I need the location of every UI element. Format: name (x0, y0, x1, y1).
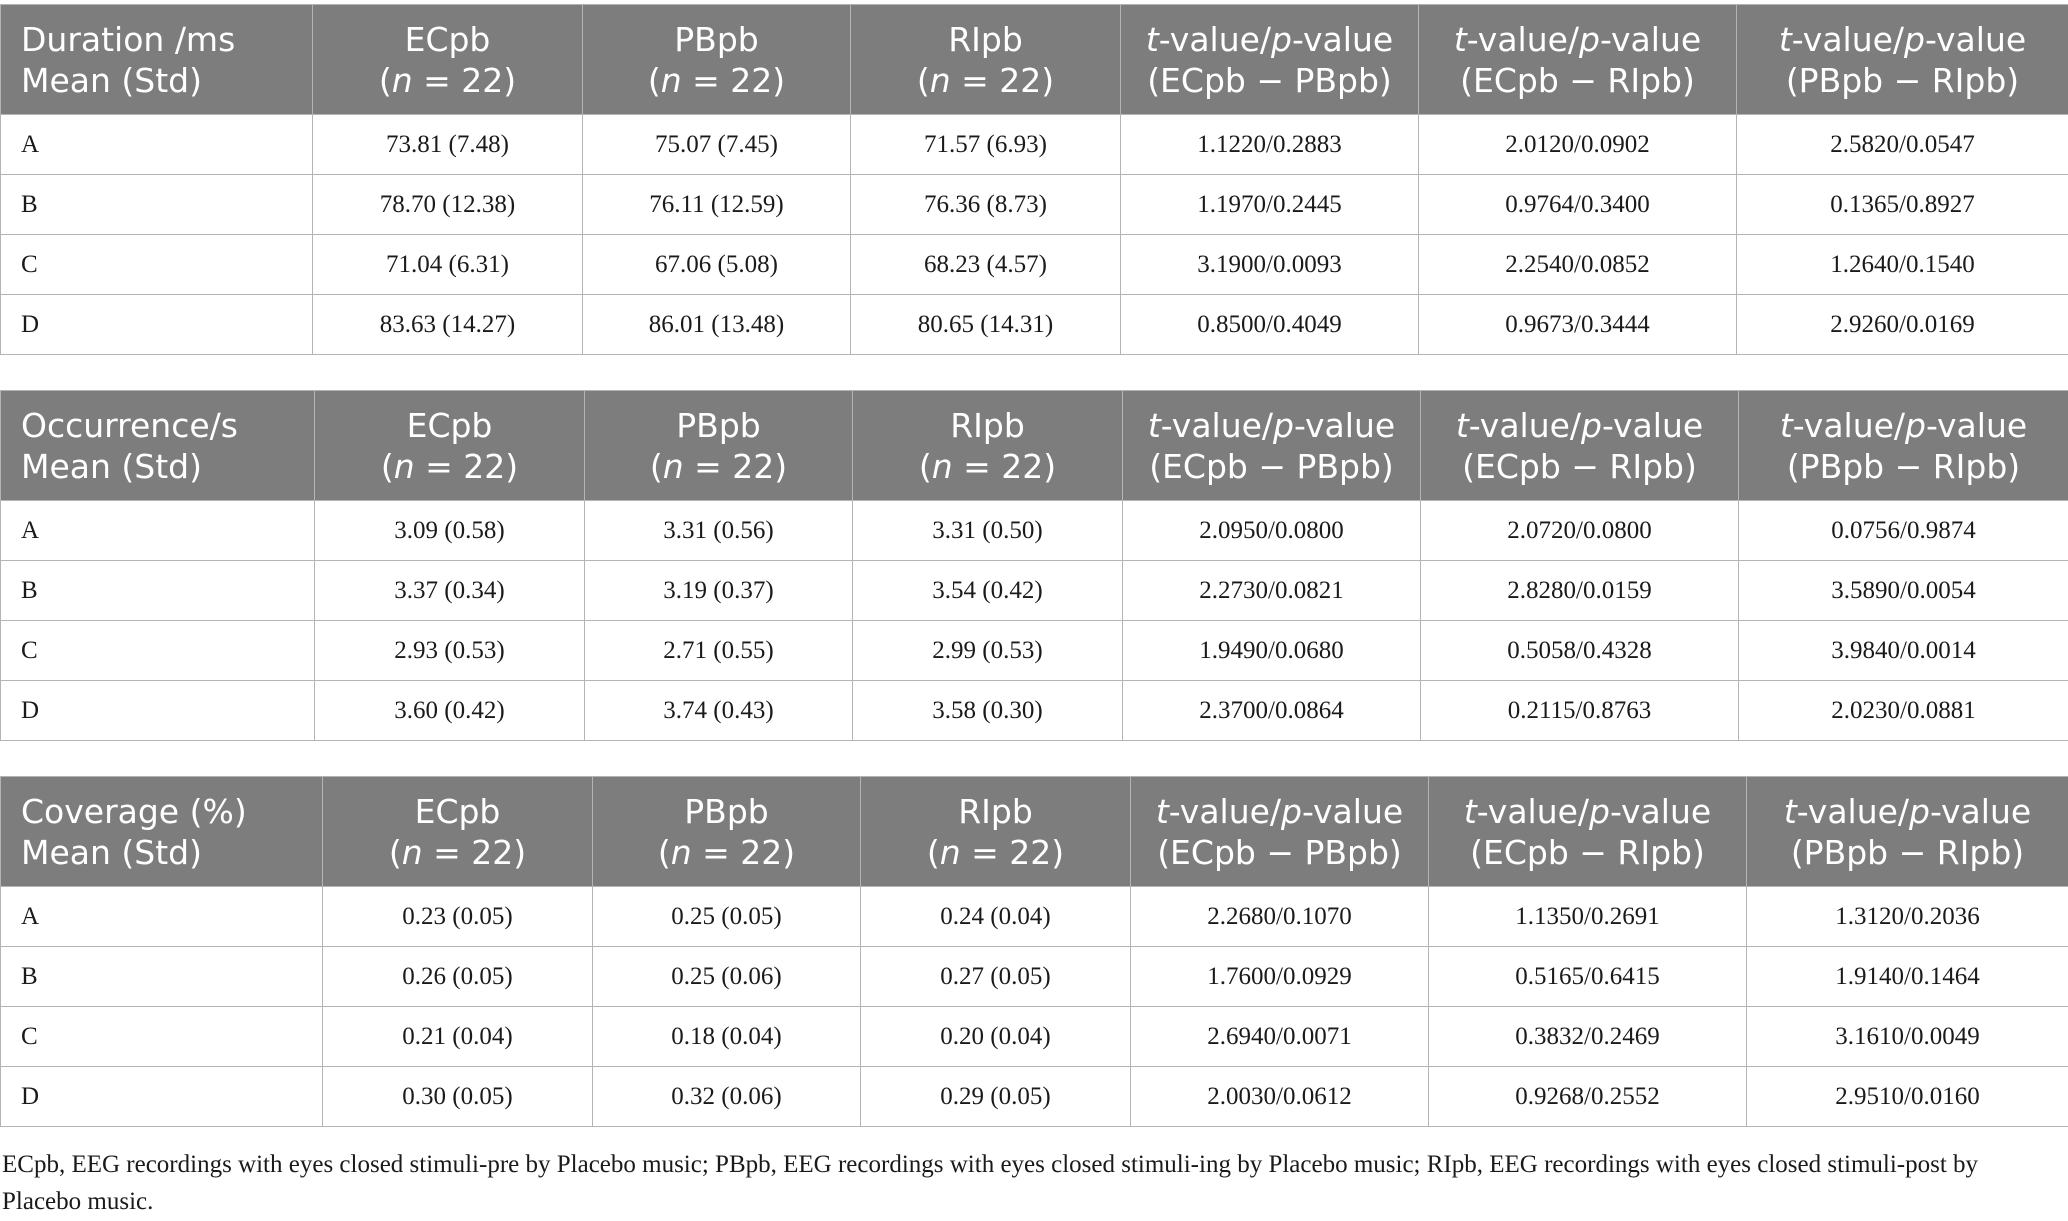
t-variable: t (1783, 791, 1797, 831)
table-cell: 1.9140/0.1464 (1747, 947, 2068, 1007)
row-label: A (1, 115, 313, 175)
table-cell: 2.9510/0.0160 (1747, 1067, 2068, 1127)
p-variable: p (1904, 19, 1925, 59)
p-variable: p (1273, 405, 1294, 445)
column-header-ecpb (315, 391, 585, 501)
row-label: D (1, 681, 315, 741)
n-variable: n (931, 446, 953, 486)
p-end: -value (1602, 405, 1704, 445)
sample-size (315, 446, 584, 487)
n-variable: n (391, 60, 413, 100)
table-cell: 0.9268/0.2552 (1429, 1067, 1747, 1127)
table-cell: 1.1970/0.2445 (1121, 175, 1419, 235)
table-cell: 0.25 (0.05) (593, 887, 861, 947)
table-cell: 1.9490/0.0680 (1123, 621, 1421, 681)
table-cell: 3.37 (0.34) (315, 561, 585, 621)
metric-title: Occurrence/s (21, 405, 238, 445)
sample-size (853, 446, 1122, 487)
metric-header (1, 391, 315, 501)
p-variable: p (1579, 19, 1600, 59)
table-cell: 2.2540/0.0852 (1419, 235, 1737, 295)
column-header-cmp2 (1419, 5, 1737, 115)
t-variable: t (1463, 791, 1477, 831)
t-mid: -value/ (1796, 791, 1910, 831)
table-cell: 78.70 (12.38) (313, 175, 583, 235)
n-variable: n (929, 60, 951, 100)
sample-size (593, 832, 860, 873)
metric-header (1, 5, 313, 115)
table-cell: 0.9764/0.3400 (1419, 175, 1737, 235)
mean-std-label: Mean (Std) (21, 832, 202, 872)
table-cell: 76.11 (12.59) (583, 175, 851, 235)
n-prefix: ( (926, 832, 940, 872)
table-cell: 2.8280/0.0159 (1421, 561, 1739, 621)
column-header-ripb (853, 391, 1123, 501)
group-label: ECpb (406, 405, 493, 445)
n-prefix: ( (657, 832, 671, 872)
column-header-pbpb (593, 777, 861, 887)
n-variable: n (939, 832, 961, 872)
stats-table (0, 390, 2068, 741)
n-prefix: ( (649, 446, 663, 486)
n-prefix: ( (380, 446, 394, 486)
t-mid: -value/ (1792, 405, 1906, 445)
n-variable: n (401, 832, 423, 872)
table-cell: 2.0230/0.0881 (1739, 681, 2068, 741)
row-label: B (1, 175, 313, 235)
n-suffix: = 22) (950, 60, 1055, 100)
t-variable: t (1147, 405, 1161, 445)
p-variable: p (1581, 405, 1602, 445)
row-label: C (1, 621, 315, 681)
table-cell: 73.81 (7.48) (313, 115, 583, 175)
p-end: -value (1294, 405, 1396, 445)
table-cell: 76.36 (8.73) (851, 175, 1121, 235)
table-cell: 75.07 (7.45) (583, 115, 851, 175)
table-row (1, 887, 2068, 947)
table-cell: 0.9673/0.3444 (1419, 295, 1737, 355)
group-label: RIpb (958, 791, 1033, 831)
n-suffix: = 22) (681, 60, 786, 100)
table-cell: 3.74 (0.43) (585, 681, 853, 741)
row-label: A (1, 501, 315, 561)
column-header-cmp1 (1123, 391, 1421, 501)
row-label: B (1, 947, 323, 1007)
comparison-label: (ECpb − PBpb) (1157, 832, 1402, 872)
t-mid: -value/ (1468, 405, 1582, 445)
column-header-ripb (851, 5, 1121, 115)
n-suffix: = 22) (414, 446, 519, 486)
table-cell: 0.2115/0.8763 (1421, 681, 1739, 741)
table-cell: 0.23 (0.05) (323, 887, 593, 947)
table-cell: 3.60 (0.42) (315, 681, 585, 741)
table-cell: 3.31 (0.50) (853, 501, 1123, 561)
column-header-cmp2 (1429, 777, 1747, 887)
sample-size (313, 60, 582, 101)
table-cell: 0.26 (0.05) (323, 947, 593, 1007)
metric-header (1, 777, 323, 887)
table-cell: 2.2680/0.1070 (1131, 887, 1429, 947)
p-end: -value (1925, 19, 2027, 59)
header-row (1, 777, 2068, 887)
table-cell: 2.71 (0.55) (585, 621, 853, 681)
n-variable: n (393, 446, 415, 486)
table-cell: 1.1220/0.2883 (1121, 115, 1419, 175)
column-header-cmp3 (1739, 391, 2068, 501)
p-variable: p (1905, 405, 1926, 445)
table-cell: 2.0030/0.0612 (1131, 1067, 1429, 1127)
t-mid: -value/ (1160, 405, 1274, 445)
t-variable: t (1453, 19, 1467, 59)
n-prefix: ( (388, 832, 402, 872)
t-variable: t (1455, 405, 1469, 445)
table-row (1, 621, 2068, 681)
group-label: PBpb (684, 791, 769, 831)
p-end: -value (1926, 405, 2028, 445)
table-cell: 2.93 (0.53) (315, 621, 585, 681)
column-header-cmp1 (1131, 777, 1429, 887)
table-row (1, 295, 2068, 355)
tp-label (1737, 19, 2068, 60)
table-cell: 3.1610/0.0049 (1747, 1007, 2068, 1067)
table-cell: 0.25 (0.06) (593, 947, 861, 1007)
table-cell: 3.58 (0.30) (853, 681, 1123, 741)
column-header-ecpb (313, 5, 583, 115)
table-cell: 3.19 (0.37) (585, 561, 853, 621)
table-row (1, 115, 2068, 175)
group-label: RIpb (948, 19, 1023, 59)
table-cell: 2.0120/0.0902 (1419, 115, 1737, 175)
table-cell: 0.32 (0.06) (593, 1067, 861, 1127)
table-cell: 0.24 (0.04) (861, 887, 1131, 947)
row-label: B (1, 561, 315, 621)
group-label: PBpb (674, 19, 759, 59)
table-cell: 2.6940/0.0071 (1131, 1007, 1429, 1067)
n-suffix: = 22) (960, 832, 1065, 872)
table-row (1, 175, 2068, 235)
table-cell: 0.20 (0.04) (861, 1007, 1131, 1067)
table-cell: 71.04 (6.31) (313, 235, 583, 295)
p-end: -value (1930, 791, 2032, 831)
table-cell: 2.0950/0.0800 (1123, 501, 1421, 561)
table-cell: 86.01 (13.48) (583, 295, 851, 355)
table-cell: 2.3700/0.0864 (1123, 681, 1421, 741)
p-end: -value (1610, 791, 1712, 831)
column-header-pbpb (585, 391, 853, 501)
p-end: -value (1292, 19, 1394, 59)
table-cell: 83.63 (14.27) (313, 295, 583, 355)
table-cell: 0.27 (0.05) (861, 947, 1131, 1007)
t-variable: t (1778, 19, 1792, 59)
metric-title: Duration /ms (21, 19, 236, 59)
table-cell: 0.18 (0.04) (593, 1007, 861, 1067)
column-header-cmp2 (1421, 391, 1739, 501)
p-variable: p (1589, 791, 1610, 831)
t-mid: -value/ (1158, 19, 1272, 59)
p-end: -value (1600, 19, 1702, 59)
sample-size (323, 832, 592, 873)
table-row (1, 501, 2068, 561)
tp-label (1421, 405, 1738, 446)
table-cell: 0.0756/0.9874 (1739, 501, 2068, 561)
t-mid: -value/ (1466, 19, 1580, 59)
table-row (1, 561, 2068, 621)
tp-label (1419, 19, 1736, 60)
table-row (1, 1007, 2068, 1067)
stats-table (0, 4, 2068, 355)
table-row (1, 947, 2068, 1007)
column-header-ecpb (323, 777, 593, 887)
n-variable: n (662, 446, 684, 486)
table-cell: 71.57 (6.93) (851, 115, 1121, 175)
column-header-cmp3 (1737, 5, 2068, 115)
stats-table (0, 776, 2068, 1127)
comparison-label: (PBpb − RIpb) (1785, 60, 2020, 100)
comparison-label: (ECpb − PBpb) (1149, 446, 1394, 486)
header-row (1, 391, 2068, 501)
n-prefix: ( (647, 60, 661, 100)
table-cell: 0.1365/0.8927 (1737, 175, 2068, 235)
group-label: PBpb (676, 405, 761, 445)
group-label: ECpb (404, 19, 491, 59)
n-prefix: ( (918, 446, 932, 486)
n-suffix: = 22) (952, 446, 1057, 486)
t-variable: t (1155, 791, 1169, 831)
table-cell: 0.5058/0.4328 (1421, 621, 1739, 681)
group-label: RIpb (950, 405, 1025, 445)
table-cell: 0.30 (0.05) (323, 1067, 593, 1127)
comparison-label: (ECpb − PBpb) (1147, 60, 1392, 100)
n-variable: n (670, 832, 692, 872)
table-cell: 1.2640/0.1540 (1737, 235, 2068, 295)
tp-label (1739, 405, 2068, 446)
t-mid: -value/ (1791, 19, 1905, 59)
t-mid: -value/ (1476, 791, 1590, 831)
table-cell: 0.3832/0.2469 (1429, 1007, 1747, 1067)
table-cell: 68.23 (4.57) (851, 235, 1121, 295)
table-cell: 2.0720/0.0800 (1421, 501, 1739, 561)
tp-label (1429, 791, 1746, 832)
table-cell: 1.3120/0.2036 (1747, 887, 2068, 947)
p-end: -value (1302, 791, 1404, 831)
table-cell: 67.06 (5.08) (583, 235, 851, 295)
header-row (1, 5, 2068, 115)
p-variable: p (1909, 791, 1930, 831)
sample-size (583, 60, 850, 101)
p-variable: p (1271, 19, 1292, 59)
sample-size (861, 832, 1130, 873)
table-cell: 0.29 (0.05) (861, 1067, 1131, 1127)
column-header-cmp3 (1747, 777, 2068, 887)
row-label: D (1, 1067, 323, 1127)
t-variable: t (1145, 19, 1159, 59)
row-label: C (1, 1007, 323, 1067)
t-variable: t (1779, 405, 1793, 445)
table-cell: 80.65 (14.31) (851, 295, 1121, 355)
tp-label (1131, 791, 1428, 832)
table-cell: 3.31 (0.56) (585, 501, 853, 561)
table-cell: 0.8500/0.4049 (1121, 295, 1419, 355)
table-row (1, 1067, 2068, 1127)
n-suffix: = 22) (412, 60, 517, 100)
sample-size (585, 446, 852, 487)
table-cell: 2.99 (0.53) (853, 621, 1123, 681)
table-cell: 3.5890/0.0054 (1739, 561, 2068, 621)
n-suffix: = 22) (691, 832, 796, 872)
table-cell: 3.1900/0.0093 (1121, 235, 1419, 295)
table-cell: 1.1350/0.2691 (1429, 887, 1747, 947)
table-footnote: ECpb, EEG recordings with eyes closed stimuli-pre by Placebo music; PBpb, EEG recordings with eyes closed stimuli-ing by Placebo music; RIpb, EEG recordings with eyes closed stimuli-post by Placebo music. (2, 1151, 1979, 1215)
row-label: D (1, 295, 313, 355)
mean-std-label: Mean (Std) (21, 60, 202, 100)
column-header-cmp1 (1121, 5, 1419, 115)
table-cell: 3.09 (0.58) (315, 501, 585, 561)
mean-std-label: Mean (Std) (21, 446, 202, 486)
table-cell: 2.5820/0.0547 (1737, 115, 2068, 175)
comparison-label: (ECpb − RIpb) (1470, 832, 1705, 872)
tp-label (1123, 405, 1420, 446)
comparison-label: (ECpb − RIpb) (1460, 60, 1695, 100)
comparison-label: (PBpb − RIpb) (1790, 832, 2025, 872)
n-variable: n (660, 60, 682, 100)
t-mid: -value/ (1168, 791, 1282, 831)
tp-label (1747, 791, 2068, 832)
tp-label (1121, 19, 1418, 60)
n-prefix: ( (378, 60, 392, 100)
row-label: C (1, 235, 313, 295)
group-label: ECpb (414, 791, 501, 831)
n-prefix: ( (916, 60, 930, 100)
metric-title: Coverage (%) (21, 791, 247, 831)
table-cell: 1.7600/0.0929 (1131, 947, 1429, 1007)
column-header-ripb (861, 777, 1131, 887)
table-cell: 0.21 (0.04) (323, 1007, 593, 1067)
table-cell: 0.5165/0.6415 (1429, 947, 1747, 1007)
n-suffix: = 22) (683, 446, 788, 486)
n-suffix: = 22) (422, 832, 527, 872)
column-header-pbpb (583, 5, 851, 115)
table-row (1, 681, 2068, 741)
table-cell: 3.9840/0.0014 (1739, 621, 2068, 681)
sample-size (851, 60, 1120, 101)
table-cell: 2.9260/0.0169 (1737, 295, 2068, 355)
table-cell: 3.54 (0.42) (853, 561, 1123, 621)
comparison-label: (PBpb − RIpb) (1786, 446, 2021, 486)
row-label: A (1, 887, 323, 947)
table-row (1, 235, 2068, 295)
table-cell: 2.2730/0.0821 (1123, 561, 1421, 621)
comparison-label: (ECpb − RIpb) (1462, 446, 1697, 486)
p-variable: p (1281, 791, 1302, 831)
